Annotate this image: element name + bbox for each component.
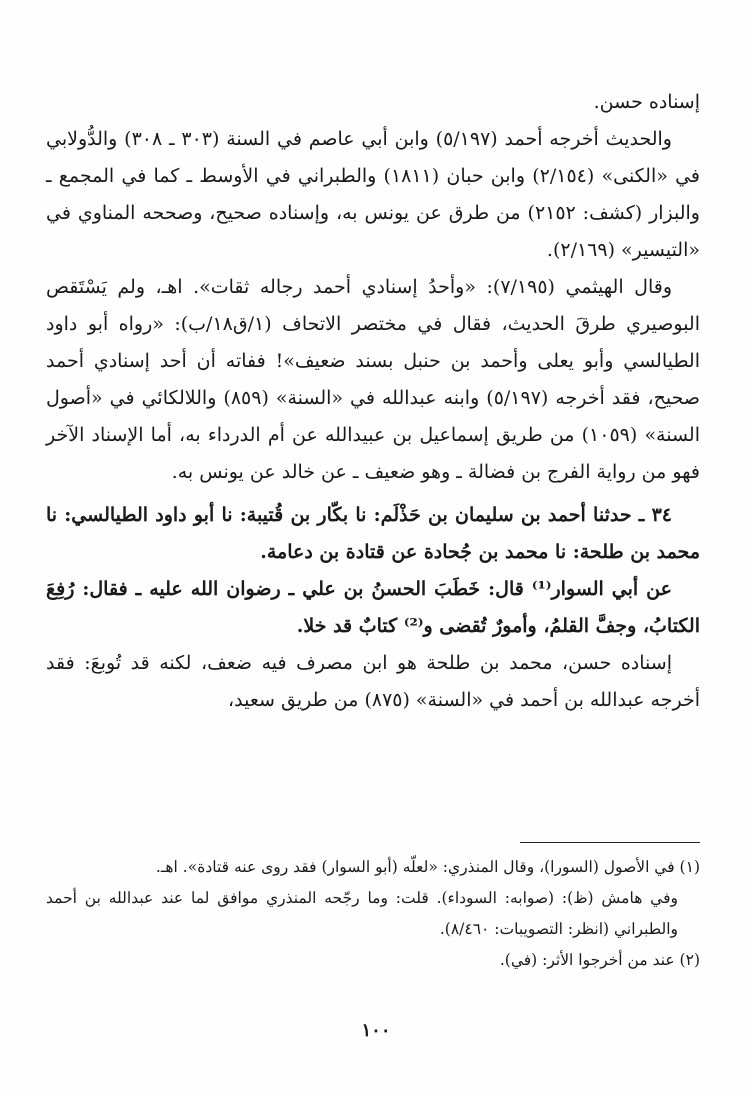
footnote-1-continued: وفي هامش (ظ): (صوابه: السوداء). قلت: وما رجّحه المنذري موافق لما عند عبدالله بن أحمد والطبراني (انظر: التصويبات: ٨/٤٦٠). xyxy=(46,889,678,938)
paragraph-isnad-hasan: إسناده حسن. xyxy=(593,91,700,113)
footnote-1: (١) في الأصول (السورا)، وقال المنذري: «لعلّه (أبو السوار) فقد روى عنه قتادة». اهـ. xyxy=(155,858,700,876)
paragraph-haythami: وقال الهيثمي (٧/١٩٥): «وأحدُ إسنادي أحمد رجاله ثقات». اهـ، ولم يَسْتَقص البوصيري طرقَ الحديث، فقال في مختصر الاتحاف (١/ق١٨/ب): «رواه أبو داود الطيالسي وأبو يعلى وأحمد بن حنبل بسند ضعيف»! ففاته أن أحد إسنادي أحمد صحيح، فقد أخرجه (٥/١٩٧) وابنه عبدالله في «السنة» (٨٥٩) واللالكائي في «أصول السنة» (١٠٥٩) من طريق إسماعيل بن عبيدالله عن أم الدرداء به، أما الإسناد الآخر فهو من رواية الفرج بن فضالة ـ وهو ضعيف ـ عن خالد عن يونس به. xyxy=(46,276,701,483)
footnote-separator xyxy=(520,842,700,843)
page-number: ١٠٠ xyxy=(361,1020,391,1041)
paragraph-grading: إسناده حسن، محمد بن طلحة هو ابن مصرف فيه ضعف، لكنه قد تُوبعَ: فقد أخرجه عبدالله بن أحمد في «السنة» (٨٧٥) من طريق سعيد، xyxy=(46,652,700,711)
main-text xyxy=(46,84,700,719)
paragraph-takhrij: والحديث أخرجه أحمد (٥/١٩٧) وابن أبي عاصم في السنة (٣٠٣ ـ ٣٠٨) والدُّولابي في «الكنى» (٢/١٥٤) وابن حبان (١٨١١) والطبراني في الأوسط ـ كما في المجمع ـ والبزار (كشف: ٢١٥٢) من طرق عن يونس به، وإسناده صحيح، وصححه المناوي في «التيسير» (٢/١٦٩). xyxy=(46,128,700,261)
hadith-isnad: ٣٤ ـ حدثنا أحمد بن سليمان بن حَذْلَم: نا بكّار بن قُتيبة: نا أبو داود الطيالسي: نا محمد بن طلحة: نا محمد بن جُحادة عن قتادة بن دعامة. xyxy=(46,504,700,563)
hadith-matn: عن أبي السوار⁽¹⁾ قال: خَطَبَ الحسنُ بن علي ـ رضوان الله عليه ـ فقال: رُفِعَ الكتابُ، وجفَّ القلمُ، وأمورٌ تُقضى و⁽²⁾ كتابٌ قد خلا. xyxy=(46,578,700,637)
footnote-2: (٢) عند من أخرجوا الأثر: (في). xyxy=(499,951,700,969)
footnotes xyxy=(46,852,700,976)
